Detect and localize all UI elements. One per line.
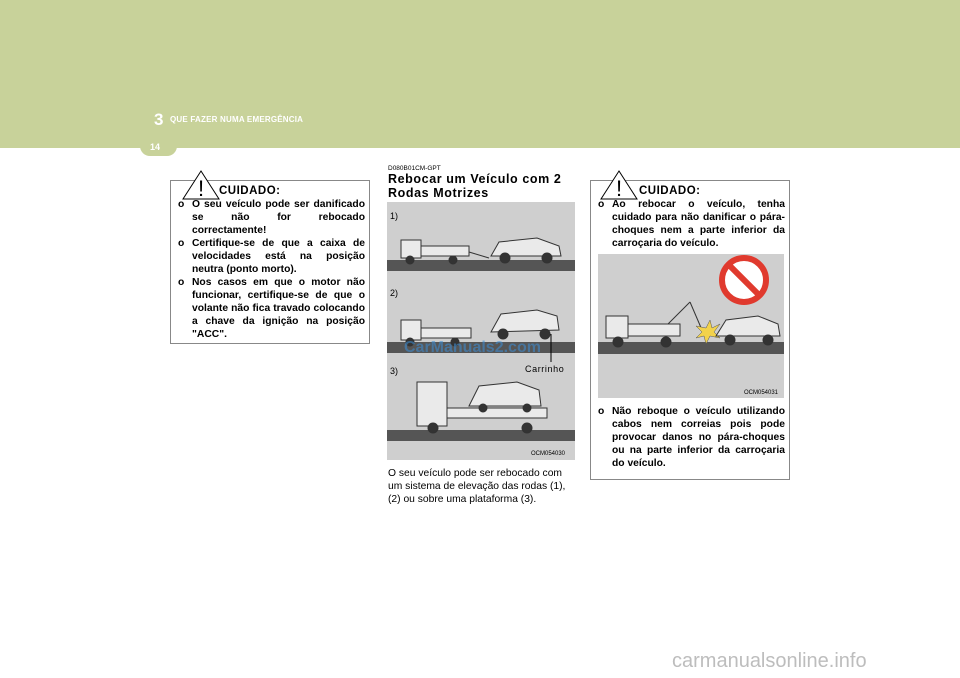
prohibited-icon bbox=[722, 258, 766, 302]
caution-list bbox=[178, 198, 365, 341]
chapter-number: 3 bbox=[154, 110, 164, 129]
figure-label-3: 3) bbox=[390, 366, 399, 376]
section-title: Rebocar um Veículo com 2 Rodas Motrizes bbox=[388, 172, 562, 200]
towing-illustration bbox=[387, 202, 575, 460]
caution-title: CUIDADO: bbox=[639, 185, 701, 197]
warning-triangle-icon bbox=[182, 170, 220, 200]
page-header-band bbox=[0, 0, 960, 148]
caution-list bbox=[598, 405, 785, 470]
dolly-car-icon bbox=[491, 310, 559, 339]
tow-truck-icon bbox=[606, 302, 702, 347]
towed-car-icon bbox=[491, 238, 561, 263]
towed-car-icon bbox=[716, 316, 780, 345]
towing-methods-figure bbox=[387, 202, 575, 460]
caution-item: o O seu veículo pode ser danificado se não for rebocado correctamente! bbox=[178, 199, 365, 236]
towing-description: O seu veículo pode ser rebocado com um sistema de elevação das rodas (1), (2) ou sobre uma plataforma (3). bbox=[388, 468, 566, 505]
figure-code: OCM054031 bbox=[744, 390, 779, 396]
page-number: 14 bbox=[150, 142, 161, 152]
figure-code: OCM054030 bbox=[531, 451, 566, 457]
caution-item: o Não reboque o veículo utilizando cabos nem correias pois pode provocar danos no pára-choques ou na parte inferior da carroçaria do veículo. bbox=[598, 406, 785, 469]
caution-title: CUIDADO: bbox=[219, 185, 281, 197]
incorrect-towing-illustration bbox=[598, 254, 784, 398]
footer-watermark: carmanualsonline.info bbox=[672, 650, 867, 672]
figure-label-2: 2) bbox=[390, 288, 399, 298]
site-watermark: CarManuals2.com bbox=[404, 339, 541, 356]
caution-box-right bbox=[590, 176, 790, 480]
caution-list bbox=[598, 198, 785, 250]
warning-triangle-icon bbox=[600, 170, 638, 200]
caution-box-left bbox=[170, 176, 370, 344]
caution-item: o Nos casos em que o motor não funcionar, certifique-se de que o volante não fica travado colocando a chave da ignição na posição "ACC". bbox=[178, 277, 365, 340]
chapter-title: QUE FAZER NUMA EMERGÊNCIA bbox=[170, 115, 304, 124]
svg-text:!: ! bbox=[197, 176, 205, 200]
bumper-damage-figure bbox=[598, 254, 784, 398]
figure-label-1: 1) bbox=[390, 211, 399, 221]
dolly-label: Carrinho bbox=[525, 364, 565, 374]
section-code: D080B01CM-GPT bbox=[388, 165, 441, 172]
svg-text:!: ! bbox=[615, 176, 623, 200]
caution-item: o Ao rebocar o veículo, tenha cuidado para não danificar o pára-choques nem a parte inferior da carroçaria do veículo. bbox=[598, 199, 785, 249]
caution-item: o Certifique-se de que a caixa de velocidades está na posição neutra (ponto morto). bbox=[178, 238, 365, 275]
